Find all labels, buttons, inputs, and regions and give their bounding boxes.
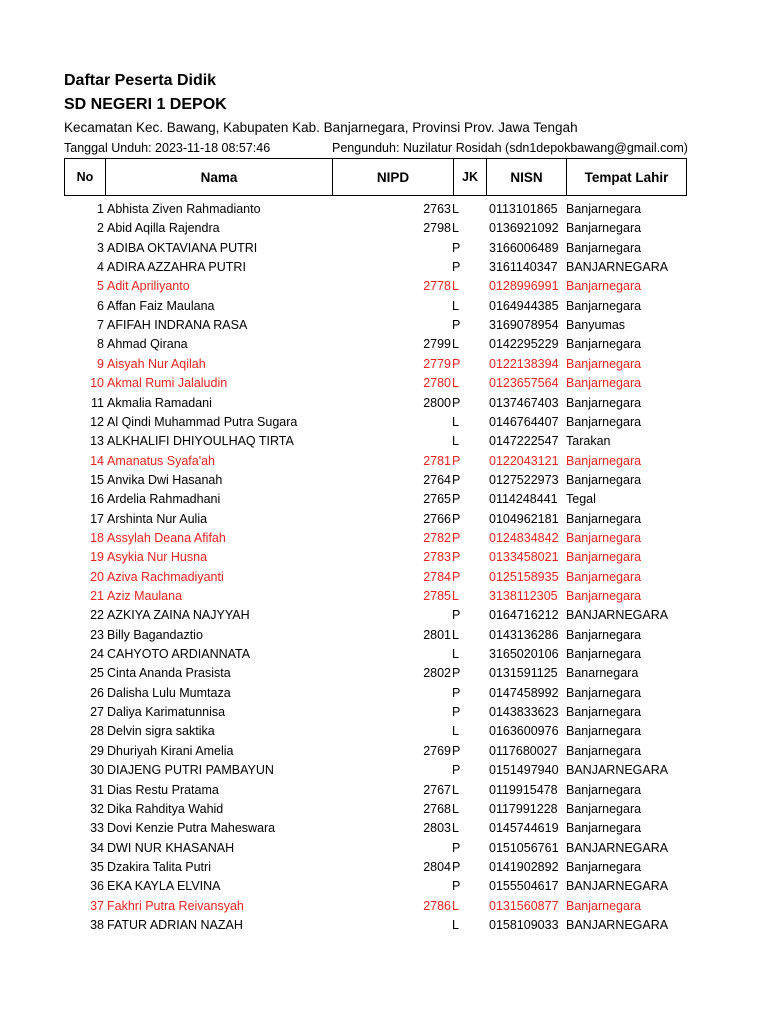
table-row xyxy=(0,684,768,703)
cell-nipd: 2781 xyxy=(423,453,451,468)
cell-no: 32 xyxy=(90,801,104,816)
cell-nama: Dhuriyah Kirani Amelia xyxy=(107,743,234,758)
cell-nisn: 0114248441 xyxy=(489,492,558,507)
cell-jk: P xyxy=(452,472,461,487)
cell-no: 4 xyxy=(97,260,104,275)
cell-nama: Aisyah Nur Aqilah xyxy=(107,356,206,371)
cell-no: 11 xyxy=(91,395,104,410)
cell-nama: DIAJENG PUTRI PAMBAYUN xyxy=(107,763,274,778)
table-row xyxy=(0,529,768,548)
cell-jk: P xyxy=(452,530,461,545)
table-row xyxy=(0,316,768,335)
table-row xyxy=(0,219,768,238)
table-row xyxy=(0,858,768,877)
table-row xyxy=(0,645,768,664)
table-row xyxy=(0,374,768,393)
cell-tempat-lahir: BANJARNEGARA xyxy=(566,608,669,623)
cell-tempat-lahir: Banjarnegara xyxy=(566,511,642,526)
cell-jk: P xyxy=(452,511,461,526)
table-row xyxy=(0,432,768,451)
cell-nipd: 2800 xyxy=(423,395,451,410)
table-row xyxy=(0,800,768,819)
cell-nisn: 0146764407 xyxy=(489,414,559,429)
table-row xyxy=(0,452,768,471)
table-row xyxy=(0,819,768,838)
table-row xyxy=(0,626,768,645)
table-row xyxy=(0,510,768,529)
table-row xyxy=(0,258,768,277)
cell-nama: Asykia Nur Husna xyxy=(107,550,208,565)
cell-tempat-lahir: Banjarnegara xyxy=(566,859,642,874)
cell-nipd: 2786 xyxy=(423,898,451,913)
cell-jk: L xyxy=(452,647,459,662)
cell-tempat-lahir: Banjarnegara xyxy=(566,298,642,313)
cell-nipd: 2785 xyxy=(423,589,451,603)
cell-tempat-lahir: Banjarnegara xyxy=(566,569,642,584)
cell-nipd: 2769 xyxy=(423,743,451,758)
table-row xyxy=(0,471,768,490)
cell-no: 18 xyxy=(90,530,104,545)
cell-tempat-lahir: BANJARNEGARA xyxy=(566,260,669,275)
cell-no: 37 xyxy=(90,898,104,913)
table-row xyxy=(0,742,768,761)
cell-nisn: 0131591125 xyxy=(489,666,558,681)
cell-nipd: 2784 xyxy=(423,569,451,584)
cell-nisn: 0117680027 xyxy=(489,743,558,758)
table-row xyxy=(0,587,768,606)
cell-nama: ADIBA OKTAVIANA PUTRI xyxy=(107,240,258,255)
table-row xyxy=(0,664,768,683)
cell-tempat-lahir: Banjarnegara xyxy=(566,337,642,352)
cell-nipd: 2783 xyxy=(423,550,451,565)
cell-jk: P xyxy=(452,840,461,855)
cell-nama: ADIRA AZZAHRA PUTRI xyxy=(107,260,246,275)
school-name: SD NEGERI 1 DEPOK xyxy=(64,96,227,113)
cell-jk: P xyxy=(452,608,461,623)
cell-nama: Adit Apriliyanto xyxy=(107,279,190,294)
cell-nama: Akmal Rumi Jalaludin xyxy=(107,376,228,391)
cell-tempat-lahir: BANJARNEGARA xyxy=(566,917,669,932)
cell-no: 27 xyxy=(90,705,104,720)
cell-no: 21 xyxy=(90,589,104,603)
cell-no: 24 xyxy=(90,647,104,662)
cell-jk: P xyxy=(452,453,461,468)
cell-nisn: 0151497940 xyxy=(489,763,559,778)
cell-nisn: 0163600976 xyxy=(489,724,559,739)
cell-tempat-lahir: Banjarnegara xyxy=(566,821,642,836)
cell-no: 33 xyxy=(90,821,104,836)
cell-nisn: 0122043121 xyxy=(489,453,559,468)
cell-no: 38 xyxy=(90,917,104,932)
cell-nipd: 2804 xyxy=(423,859,451,874)
table-row xyxy=(0,239,768,258)
cell-nisn: 0142295229 xyxy=(489,337,559,352)
cell-jk: L xyxy=(452,434,459,449)
cell-nama: Assylah Deana Afifah xyxy=(107,530,226,545)
cell-tempat-lahir: Banjarnegara xyxy=(566,898,642,913)
cell-tempat-lahir: Banjarnegara xyxy=(566,279,642,294)
cell-tempat-lahir: BANJARNEGARA xyxy=(566,763,669,778)
table-row xyxy=(0,413,768,432)
cell-tempat-lahir: Banjarnegara xyxy=(566,530,642,545)
table-row xyxy=(0,490,768,509)
cell-nisn: 0113101865 xyxy=(489,202,558,216)
cell-tempat-lahir: Banjarnegara xyxy=(566,356,642,371)
document-title: Daftar Peserta Didik xyxy=(64,72,217,89)
table-row xyxy=(0,897,768,916)
cell-jk: L xyxy=(452,917,459,932)
cell-nama: Aziva Rachmadiyanti xyxy=(107,569,224,584)
cell-no: 22 xyxy=(90,608,104,623)
cell-jk: P xyxy=(452,705,461,720)
cell-jk: L xyxy=(452,337,459,352)
cell-nisn: 0119915478 xyxy=(489,782,558,797)
table-header xyxy=(64,158,687,198)
cell-no: 26 xyxy=(90,685,104,700)
column-header-nipd: NIPD xyxy=(332,158,453,196)
cell-tempat-lahir: Banjarnegara xyxy=(566,395,642,410)
cell-no: 23 xyxy=(90,627,104,642)
cell-tempat-lahir: BANJARNEGARA xyxy=(566,840,669,855)
cell-nipd: 2764 xyxy=(423,472,451,487)
cell-jk: P xyxy=(452,666,461,681)
cell-nisn: 0117991228 xyxy=(489,801,558,816)
cell-nisn: 3165020106 xyxy=(489,647,559,662)
cell-nama: Billy Bagandaztio xyxy=(107,627,203,642)
cell-tempat-lahir: BANJARNEGARA xyxy=(566,879,669,894)
cell-jk: P xyxy=(452,240,461,255)
column-header-tempat-lahir: Tempat Lahir xyxy=(566,158,687,196)
cell-jk: L xyxy=(452,724,459,739)
cell-nisn: 3138112305 xyxy=(489,589,558,603)
cell-tempat-lahir: Banjarnegara xyxy=(566,801,642,816)
cell-nisn: 0122138394 xyxy=(489,356,559,371)
cell-jk: P xyxy=(452,492,461,507)
cell-nipd: 2799 xyxy=(423,337,451,352)
cell-no: 30 xyxy=(90,763,104,778)
cell-no: 12 xyxy=(90,414,104,429)
cell-nisn: 0143136286 xyxy=(489,627,559,642)
cell-nisn: 0123657564 xyxy=(489,376,559,391)
cell-nama: Aziz Maulana xyxy=(107,589,183,603)
cell-tempat-lahir: Banjarnegara xyxy=(566,647,642,662)
school-location: Kecamatan Kec. Bawang, Kabupaten Kab. Banjarnegara, Provinsi Prov. Jawa Tengah xyxy=(64,120,578,135)
cell-no: 10 xyxy=(90,376,104,391)
cell-nisn: 3161140347 xyxy=(489,260,558,275)
cell-nisn: 0158109033 xyxy=(489,917,559,932)
table-row xyxy=(0,297,768,316)
cell-nama: Al Qindi Muhammad Putra Sugara xyxy=(107,414,298,429)
cell-tempat-lahir: Tegal xyxy=(566,492,596,507)
cell-nisn: 0124834842 xyxy=(489,530,559,545)
cell-nama: AFIFAH INDRANA RASA xyxy=(107,318,248,333)
cell-jk: P xyxy=(452,569,461,584)
cell-nama: Akmalia Ramadani xyxy=(107,395,212,410)
cell-tempat-lahir: Banjarnegara xyxy=(566,705,642,720)
cell-jk: P xyxy=(452,318,461,333)
cell-jk: L xyxy=(452,589,459,603)
cell-jk: P xyxy=(452,395,461,410)
cell-nisn: 0136921092 xyxy=(489,221,559,236)
cell-no: 2 xyxy=(97,221,104,236)
cell-nipd: 2766 xyxy=(423,511,451,526)
cell-jk: P xyxy=(452,685,461,700)
cell-jk: L xyxy=(452,221,459,236)
cell-tempat-lahir: Banjarnegara xyxy=(566,782,642,797)
cell-nisn: 0104962181 xyxy=(489,511,559,526)
cell-tempat-lahir: Banjarnegara xyxy=(566,376,642,391)
cell-no: 6 xyxy=(97,298,104,313)
column-header-jk: JK xyxy=(453,158,486,196)
cell-nama: Delvin sigra saktika xyxy=(107,724,215,739)
cell-no: 20 xyxy=(90,569,104,584)
cell-nisn: 0128996991 xyxy=(489,279,559,294)
cell-tempat-lahir: Banjarnegara xyxy=(566,743,642,758)
table-row xyxy=(0,606,768,625)
cell-nipd: 2763 xyxy=(423,202,451,216)
cell-tempat-lahir: Banjarnegara xyxy=(566,221,642,236)
table-row xyxy=(0,839,768,858)
cell-nama: Affan Faiz Maulana xyxy=(107,298,215,313)
cell-nipd: 2768 xyxy=(423,801,451,816)
cell-nisn: 0155504617 xyxy=(489,879,559,894)
cell-no: 35 xyxy=(90,859,104,874)
cell-nisn: 0125158935 xyxy=(489,569,559,584)
cell-jk: P xyxy=(452,356,461,371)
cell-nama: Daliya Karimatunnisa xyxy=(107,705,226,720)
table-row xyxy=(0,335,768,354)
cell-jk: L xyxy=(452,202,459,216)
cell-nama: Dias Restu Pratama xyxy=(107,782,219,797)
cell-no: 34 xyxy=(90,840,104,855)
cell-nipd: 2765 xyxy=(423,492,451,507)
cell-nama: EKA KAYLA ELVINA xyxy=(107,879,221,894)
cell-nisn: 0133458021 xyxy=(489,550,559,565)
cell-nisn: 0147458992 xyxy=(489,685,559,700)
cell-nisn: 3166006489 xyxy=(489,240,559,255)
cell-jk: P xyxy=(452,879,461,894)
cell-nisn: 0143833623 xyxy=(489,705,559,720)
table-row xyxy=(0,548,768,567)
cell-nipd: 2779 xyxy=(423,356,451,371)
cell-nisn: 3169078954 xyxy=(489,318,559,333)
cell-nama: Ahmad Qirana xyxy=(107,337,188,352)
cell-jk: L xyxy=(452,782,459,797)
downloader-info: Pengunduh: Nuzilatur Rosidah (sdn1depokbawang@gmail.com) xyxy=(332,141,688,155)
cell-tempat-lahir: Banjarnegara xyxy=(566,240,642,255)
cell-tempat-lahir: Banjarnegara xyxy=(566,202,642,216)
cell-no: 28 xyxy=(90,724,104,739)
cell-nisn: 0137467403 xyxy=(489,395,559,410)
cell-tempat-lahir: Banjarnegara xyxy=(566,589,642,603)
cell-jk: P xyxy=(452,260,461,275)
cell-no: 5 xyxy=(97,279,104,294)
cell-no: 17 xyxy=(90,511,104,526)
cell-nipd: 2803 xyxy=(423,821,451,836)
cell-nipd: 2778 xyxy=(423,279,451,294)
cell-nama: Dovi Kenzie Putra Maheswara xyxy=(107,821,276,836)
cell-nama: Anvika Dwi Hasanah xyxy=(107,472,223,487)
cell-nama: CAHYOTO ARDIANNATA xyxy=(107,647,251,662)
cell-no: 19 xyxy=(90,550,104,565)
cell-no: 3 xyxy=(97,240,104,255)
cell-tempat-lahir: Banjarnegara xyxy=(566,685,642,700)
cell-nisn: 0164716212 xyxy=(489,608,559,623)
cell-jk: L xyxy=(452,376,459,391)
cell-jk: P xyxy=(452,743,461,758)
cell-nama: Dika Rahditya Wahid xyxy=(107,801,224,816)
table-row xyxy=(0,355,768,374)
cell-no: 1 xyxy=(97,202,104,216)
cell-nama: Arshinta Nur Aulia xyxy=(107,511,208,526)
cell-no: 16 xyxy=(90,492,104,507)
table-row xyxy=(0,703,768,722)
cell-tempat-lahir: Banjarnegara xyxy=(566,627,642,642)
column-header-no: No xyxy=(64,158,105,196)
cell-nama: Abhista Ziven Rahmadianto xyxy=(107,202,261,216)
cell-nisn: 0127522973 xyxy=(489,472,559,487)
cell-no: 8 xyxy=(97,337,104,352)
cell-nama: Ardelia Rahmadhani xyxy=(107,492,221,507)
cell-tempat-lahir: Banjarnegara xyxy=(566,550,642,565)
cell-jk: P xyxy=(452,550,461,565)
cell-nipd: 2780 xyxy=(423,376,451,391)
cell-nama: Cinta Ananda Prasista xyxy=(107,666,231,681)
table-row xyxy=(0,568,768,587)
cell-no: 29 xyxy=(90,743,104,758)
cell-nama: FATUR ADRIAN NAZAH xyxy=(107,917,243,932)
cell-nipd: 2801 xyxy=(423,627,451,642)
cell-tempat-lahir: Banjarnegara xyxy=(566,414,642,429)
cell-nama: Abid Aqilla Rajendra xyxy=(107,221,220,236)
cell-nama: Amanatus Syafa'ah xyxy=(107,453,216,468)
cell-no: 14 xyxy=(90,453,104,468)
cell-no: 25 xyxy=(90,666,104,681)
cell-tempat-lahir: Banarnegara xyxy=(566,666,639,681)
table-row xyxy=(0,916,768,935)
download-date: Tanggal Unduh: 2023-11-18 08:57:46 xyxy=(64,141,271,155)
cell-jk: P xyxy=(452,859,461,874)
cell-nisn: 0164944385 xyxy=(489,298,559,313)
cell-jk: P xyxy=(452,763,461,778)
cell-tempat-lahir: Banjarnegara xyxy=(566,453,642,468)
table-row xyxy=(0,781,768,800)
cell-no: 15 xyxy=(90,472,104,487)
table-row xyxy=(0,394,768,413)
table-row xyxy=(0,200,768,219)
table-row xyxy=(0,722,768,741)
cell-tempat-lahir: Banjarnegara xyxy=(566,472,642,487)
cell-jk: L xyxy=(452,898,459,913)
cell-no: 31 xyxy=(90,782,104,797)
cell-jk: L xyxy=(452,821,459,836)
cell-tempat-lahir: Banyumas xyxy=(566,318,626,333)
cell-nama: Fakhri Putra Reivansyah xyxy=(107,898,244,913)
cell-tempat-lahir: Banjarnegara xyxy=(566,724,642,739)
cell-no: 9 xyxy=(97,356,104,371)
table-row xyxy=(0,277,768,296)
cell-nipd: 2798 xyxy=(423,221,451,236)
cell-nama: DWI NUR KHASANAH xyxy=(107,840,235,855)
cell-nama: AZKIYA ZAINA NAJYYAH xyxy=(107,608,250,623)
cell-nisn: 0131560877 xyxy=(489,898,559,913)
cell-nama: Dzakira Talita Putri xyxy=(107,859,211,874)
cell-jk: L xyxy=(452,279,459,294)
column-header-nisn: NISN xyxy=(486,158,566,196)
cell-nisn: 0151056761 xyxy=(489,840,559,855)
cell-jk: L xyxy=(452,298,459,313)
cell-nama: ALKHALIFI DHIYOULHAQ TIRTA xyxy=(107,434,294,449)
cell-nisn: 0145744619 xyxy=(489,821,559,836)
column-header-nama: Nama xyxy=(105,158,332,196)
cell-jk: L xyxy=(452,414,459,429)
cell-no: 7 xyxy=(97,318,104,333)
table-row xyxy=(0,877,768,896)
cell-nipd: 2782 xyxy=(423,530,451,545)
cell-nisn: 0141902892 xyxy=(489,859,559,874)
cell-nipd: 2767 xyxy=(423,782,451,797)
cell-jk: L xyxy=(452,801,459,816)
cell-jk: L xyxy=(452,627,459,642)
cell-tempat-lahir: Tarakan xyxy=(566,434,611,449)
cell-no: 36 xyxy=(90,879,104,894)
cell-no: 13 xyxy=(90,434,104,449)
cell-nisn: 0147222547 xyxy=(489,434,559,449)
table-row xyxy=(0,761,768,780)
cell-nipd: 2802 xyxy=(423,666,451,681)
cell-nama: Dalisha Lulu Mumtaza xyxy=(107,685,231,700)
